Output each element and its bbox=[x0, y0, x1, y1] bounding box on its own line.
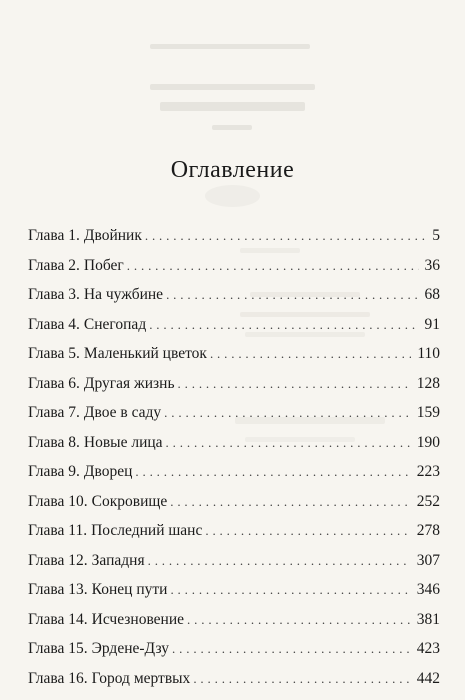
page-number: 307 bbox=[416, 551, 440, 569]
dot-leader bbox=[170, 582, 410, 598]
toc-entry[interactable] bbox=[28, 640, 440, 670]
chapter-name: Двое в саду bbox=[83, 404, 162, 421]
chapter-name: Новые лица bbox=[83, 433, 163, 451]
dot-leader bbox=[178, 376, 411, 392]
page-number: 91 bbox=[424, 315, 440, 333]
chapter-number: Глава 8. bbox=[28, 433, 80, 451]
toc-entry[interactable] bbox=[28, 493, 440, 523]
toc-entry[interactable] bbox=[28, 227, 440, 257]
chapter-name: Двойник bbox=[83, 227, 142, 244]
page-number: 442 bbox=[416, 669, 440, 687]
page-number: 110 bbox=[417, 345, 440, 362]
entry-label bbox=[28, 611, 184, 629]
page-number: 278 bbox=[416, 522, 440, 539]
dot-leader bbox=[210, 346, 411, 362]
page-number: 381 bbox=[416, 610, 440, 628]
chapter-name: Последний шанс bbox=[91, 522, 203, 539]
entry-label bbox=[28, 316, 146, 334]
chapter-number: Глава 5. bbox=[28, 345, 80, 362]
chapter-number: Глава 13. bbox=[28, 581, 88, 598]
chapter-name: Снегопад bbox=[83, 315, 147, 333]
dot-leader bbox=[149, 317, 418, 333]
entry-label bbox=[28, 463, 132, 481]
toc-entry[interactable] bbox=[28, 611, 440, 641]
dot-leader bbox=[172, 641, 411, 657]
chapter-name: Маленький цветок bbox=[83, 345, 207, 362]
chapter-name: Дворец bbox=[83, 463, 133, 480]
chapter-name: Другая жизнь bbox=[83, 374, 175, 392]
toc-entry[interactable] bbox=[28, 552, 440, 582]
dot-leader bbox=[193, 671, 410, 687]
chapter-number: Глава 6. bbox=[28, 374, 80, 392]
chapter-number: Глава 7. bbox=[28, 404, 80, 421]
dot-leader bbox=[164, 405, 411, 421]
dot-leader bbox=[135, 464, 410, 480]
page-title: Оглавление bbox=[170, 157, 295, 183]
entry-label bbox=[28, 670, 190, 688]
page-number: 36 bbox=[424, 256, 440, 274]
chapter-number: Глава 9. bbox=[28, 463, 80, 480]
chapter-name: Город мертвых bbox=[91, 669, 191, 687]
toc-entry[interactable] bbox=[28, 522, 440, 552]
chapter-number: Глава 3. bbox=[28, 286, 80, 303]
table-of-contents bbox=[28, 227, 440, 699]
chapter-number: Глава 12. bbox=[28, 551, 88, 569]
toc-entry[interactable] bbox=[28, 257, 440, 287]
chapter-number: Глава 2. bbox=[28, 256, 80, 274]
entry-label bbox=[28, 257, 124, 275]
page-number: 423 bbox=[416, 640, 440, 657]
page-number: 128 bbox=[416, 374, 440, 392]
page-number: 5 bbox=[432, 227, 440, 244]
entry-label bbox=[28, 522, 202, 540]
page-number: 252 bbox=[416, 492, 440, 510]
chapter-name: Исчезновение bbox=[91, 610, 185, 628]
chapter-name: Конец пути bbox=[91, 581, 168, 598]
dot-leader bbox=[166, 435, 411, 451]
toc-entry[interactable] bbox=[28, 434, 440, 464]
dot-leader bbox=[127, 258, 419, 274]
chapter-name: Сокровище bbox=[91, 492, 168, 510]
chapter-name: Западня bbox=[91, 551, 145, 569]
page-number: 223 bbox=[416, 463, 440, 480]
chapter-number: Глава 4. bbox=[28, 315, 80, 333]
toc-entry[interactable] bbox=[28, 581, 440, 611]
chapter-number: Глава 15. bbox=[28, 640, 88, 657]
chapter-name: Эрдене-Дзу bbox=[91, 640, 170, 657]
chapter-number: Глава 10. bbox=[28, 492, 88, 510]
entry-label bbox=[28, 552, 145, 570]
chapter-name: На чужбине bbox=[83, 286, 164, 303]
toc-entry[interactable] bbox=[28, 404, 440, 434]
page-number: 346 bbox=[416, 581, 440, 598]
dot-leader bbox=[148, 553, 411, 569]
toc-entry[interactable] bbox=[28, 286, 440, 316]
toc-entry[interactable] bbox=[28, 345, 440, 375]
entry-label bbox=[28, 345, 207, 363]
toc-entry[interactable] bbox=[28, 375, 440, 405]
entry-label bbox=[28, 375, 175, 393]
toc-entry[interactable] bbox=[28, 316, 440, 346]
dot-leader bbox=[145, 228, 426, 244]
dot-leader bbox=[166, 287, 418, 303]
chapter-number: Глава 11. bbox=[28, 522, 88, 539]
chapter-number: Глава 14. bbox=[28, 610, 88, 628]
entry-label bbox=[28, 404, 161, 422]
dot-leader bbox=[187, 612, 411, 628]
chapter-number: Глава 16. bbox=[28, 669, 88, 687]
entry-label bbox=[28, 581, 167, 599]
entry-label bbox=[28, 434, 163, 452]
chapter-number: Глава 1. bbox=[28, 227, 80, 244]
page-number: 68 bbox=[424, 286, 440, 303]
dot-leader bbox=[170, 494, 411, 510]
entry-label bbox=[28, 640, 169, 658]
toc-entry[interactable] bbox=[28, 463, 440, 493]
chapter-name: Побег bbox=[83, 256, 124, 274]
page-number: 190 bbox=[416, 433, 440, 451]
toc-entry[interactable] bbox=[28, 670, 440, 700]
entry-label bbox=[28, 493, 167, 511]
entry-label bbox=[28, 286, 163, 304]
page-number: 159 bbox=[416, 404, 440, 421]
dot-leader bbox=[205, 523, 410, 539]
entry-label bbox=[28, 227, 142, 245]
